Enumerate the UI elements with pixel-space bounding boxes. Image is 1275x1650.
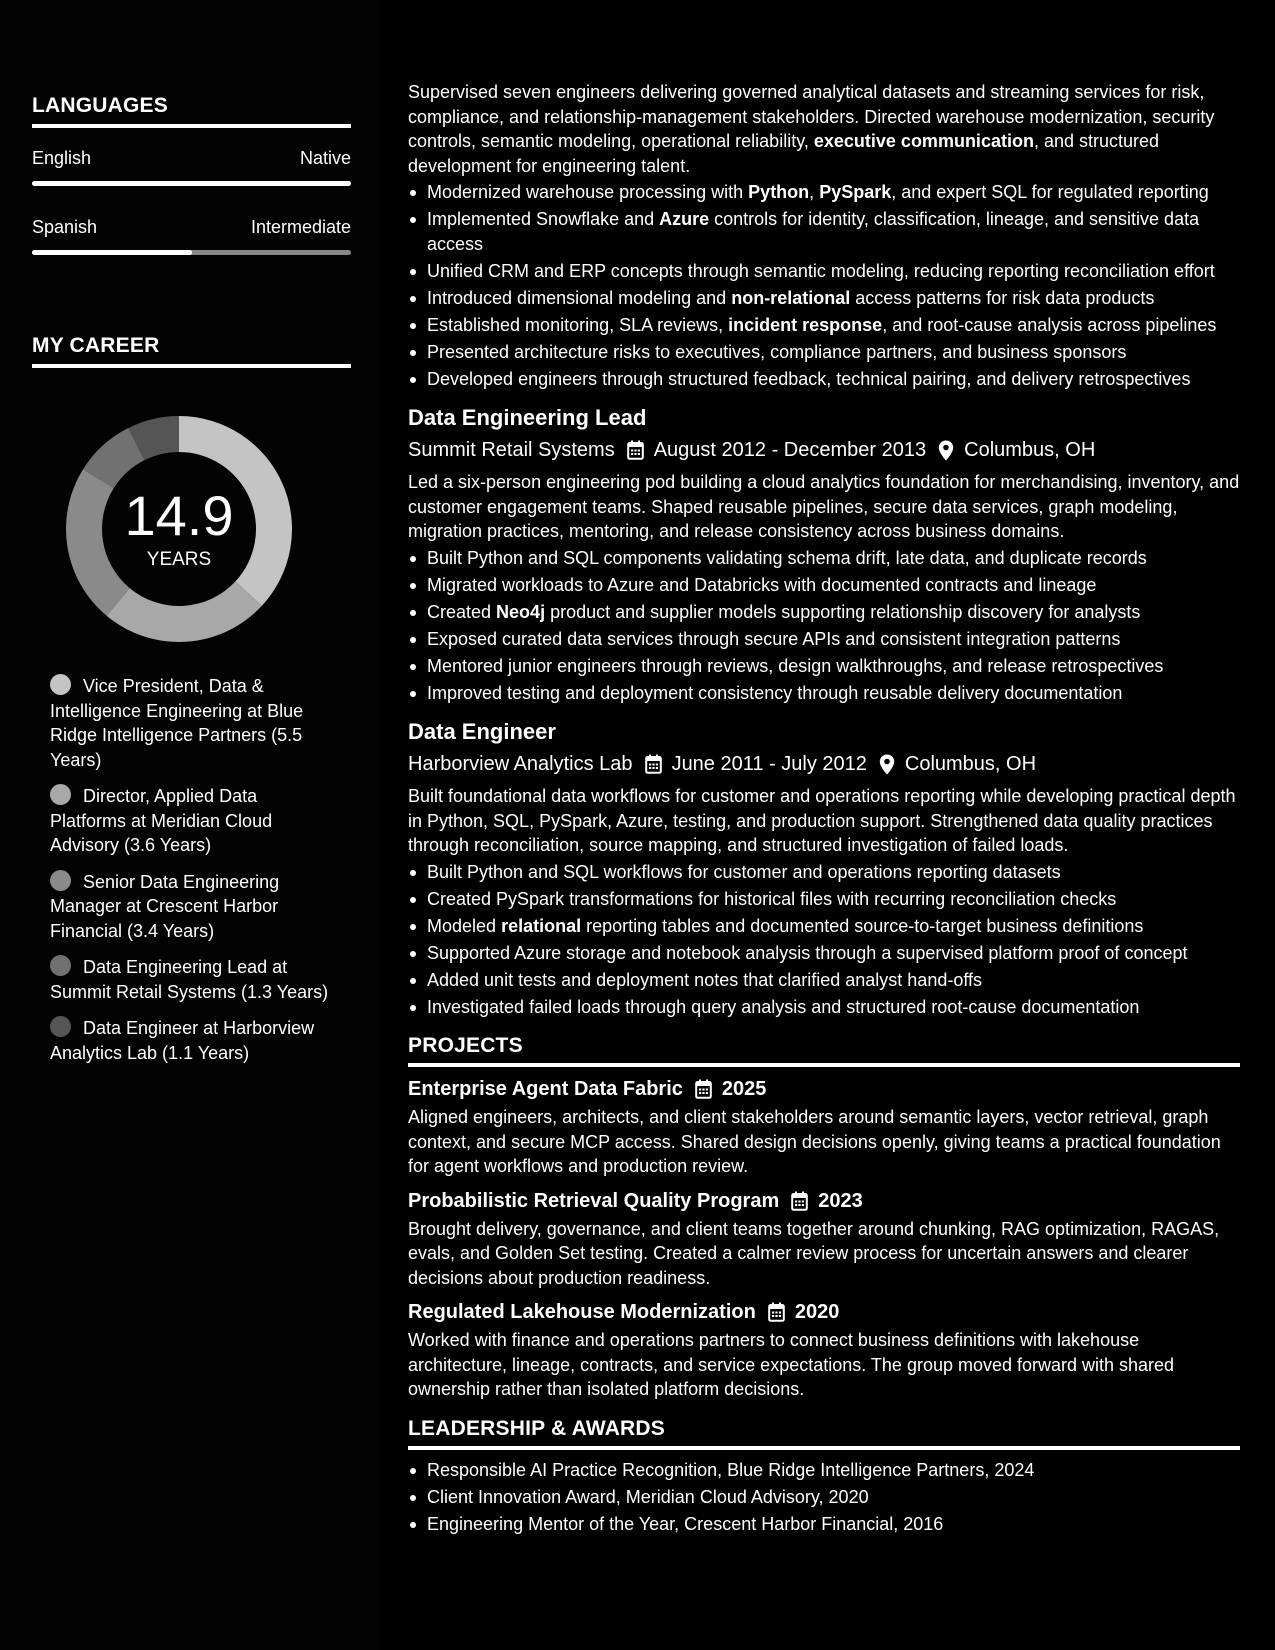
legend-dot [50,955,71,976]
text-segment: Supported Azure storage and notebook analysis through a supervised platform proof of concept [427,942,1188,963]
career-legend-label: Data Engineering Lead at Summit Retail Systems (1.3 Years) [50,957,329,1002]
language-level: Native [299,148,351,168]
language-level: Intermediate [250,217,351,237]
project-header [408,1300,1240,1324]
bullet-item [408,546,1240,571]
project-description: Worked with finance and operations partners to connect business definitions with lakehouse architecture, lineage, contracts, and service expectations. The group moved forward with shared ownership rather than isolated platform decisions. [408,1330,1175,1399]
project-title: Enterprise Agent Data Fabric [408,1078,683,1100]
donut-slice [107,581,262,642]
languages-list [32,147,351,285]
text-segment: Migrated workloads to Azure and Databricks with documented contracts and lineage [427,574,1097,595]
career-legend-label: Data Engineer at Harborview Analytics Lab (1.1 Years) [50,1018,315,1063]
languages-section [32,94,351,285]
career-legend-label: Senior Data Engineering Manager at Crescent Harbor Financial (3.4 Years) [50,871,280,941]
bold-text: Azure [659,209,710,229]
bullet-item [408,600,1240,625]
text-segment: , and expert SQL for regulated reporting [891,182,1209,202]
bullet-item [408,654,1240,679]
legend-dot [50,870,71,891]
bullet-item [408,914,1240,939]
text-segment: , [809,182,820,202]
career-legend-label: Vice President, Data & Intelligence Engineering at Blue Ridge Intelligence Partners (5.5 Years) [50,676,304,770]
career-legend-item [50,784,330,858]
text-segment: , and structured development for engineering talent. [408,131,1160,176]
project-header [408,1077,1240,1101]
text-segment: Mentored junior engineers through reviews, design walkthroughs, and release retrospectives [427,655,1164,676]
job-dates: June 2011 - July 2012 [671,753,867,775]
bullet-item [408,968,1240,993]
bold-text: executive communication [813,131,1034,151]
project-entry [408,1189,1240,1291]
bullet-item [408,573,1240,598]
award-item: Engineering Mentor of the Year, Crescent Harbor Financial, 2016 [408,1512,1240,1537]
bullet-item [408,259,1240,284]
text-segment: Built Python and SQL workflows for customer and operations reporting datasets [427,861,1061,882]
job-entry [408,405,1240,705]
map-pin-icon [879,754,895,775]
bullet-item [408,286,1240,311]
career-total-years: 14.9 [124,484,234,547]
calendar-icon [627,440,644,460]
text-segment: Modeled [427,915,502,936]
main-content [380,0,1275,1650]
intro-summary [408,80,1240,178]
text-segment: Exposed curated data services through secure APIs and consistent integration patterns [427,628,1121,649]
language-name: English [32,148,92,168]
bold-text: non-relational [731,287,851,308]
language-proficiency-bar [32,181,351,186]
job-summary: Led a six-person engineering pod building a cloud analytics foundation for merchandising, inventory, and customer engagement teams. Shaped reusable pipelines, secure data services, graph modeling, migration practices, mentoring, and release consistency across business domains. [408,472,1240,541]
text-segment: Modernized warehouse processing with [427,182,749,202]
text-segment: Improved testing and deployment consistency through reusable delivery documentation [427,682,1123,703]
text-segment: Introduced dimensional modeling and [427,287,732,308]
career-legend-item [50,1016,330,1065]
text-segment: Supervised seven engineers delivering governed analytical datasets and streaming services for risk, compliance, and relationship-management stakeholders. Directed warehouse modernization, security controls, semantic modeling, operational reliability, [408,82,1215,151]
job-company: Harborview Analytics Lab [408,753,633,775]
awards-list [408,1458,1240,1537]
bold-text: incident response [728,314,883,335]
project-year: 2025 [721,1078,767,1100]
text-segment: Presented architecture risks to executives, compliance partners, and business sponsors [427,341,1127,362]
career-section [32,334,351,368]
bullet-item [408,207,1240,256]
text-segment: Implemented Snowflake and [427,209,660,229]
job-meta [408,752,1240,776]
job-bullets [408,546,1240,706]
text-segment: Created PySpark transformations for historical files with recurring reconciliation checks [427,888,1117,909]
project-year: 2023 [818,1189,863,1212]
project-entry [408,1077,1240,1179]
text-segment: controls for identity, classification, lineage, and sensitive data access [427,209,1200,254]
text-segment: reporting tables and documented source-to-target business definitions [581,915,1144,936]
career-legend [50,674,330,1077]
bullet-item [408,180,1240,205]
job-title: Data Engineer [408,719,556,744]
award-item: Client Innovation Award, Meridian Cloud Advisory, 2020 [408,1485,1240,1510]
job-location: Columbus, OH [904,753,1037,775]
text-segment: Added unit tests and deployment notes that clarified analyst hand-offs [427,969,983,990]
bullet-item [408,627,1240,652]
career-donut-chart [64,414,294,644]
map-pin-icon [938,440,954,461]
projects-list [408,1077,1240,1402]
language-name: Spanish [32,217,98,237]
language-row [32,147,351,216]
job-meta [408,438,1240,462]
career-legend-item [50,674,330,772]
career-total-label: YEARS [146,549,212,570]
job-location: Columbus, OH [964,439,1096,461]
text-segment: Investigated failed loads through query analysis and structured root-cause documentation [427,996,1140,1017]
languages-title: LANGUAGES [32,94,351,128]
text-segment: Created [427,601,497,622]
calendar-icon [791,1191,808,1211]
text-segment: Built Python and SQL components validating schema drift, late data, and duplicate records [427,547,1147,568]
jobs-list [408,405,1240,1019]
language-proficiency-bar [32,250,351,255]
projects-title: PROJECTS [408,1033,1240,1067]
calendar-icon [645,754,662,774]
bold-text: PySpark [819,182,892,202]
career-legend-label: Director, Applied Data Platforms at Meridian Cloud Advisory (3.6 Years) [50,786,273,855]
bullet-item [408,995,1240,1020]
legend-dot [50,1016,71,1037]
calendar-icon [768,1302,785,1322]
bold-text: Python [748,182,810,202]
project-year: 2020 [794,1301,840,1323]
project-entry [408,1300,1240,1402]
text-segment: product and supplier models supporting relationship discovery for analysts [545,601,1141,622]
text-segment: , and root-cause analysis across pipelines [882,314,1217,335]
career-title: MY CAREER [32,334,351,368]
job-title: Data Engineering Lead [408,405,647,430]
language-proficiency-fill [32,250,192,255]
bullet-item [408,340,1240,365]
project-description: Aligned engineers, architects, and client stakeholders around semantic layers, vector retrieval, graph context, and secure MCP access. Shared design decisions openly, giving teams a practical foundation for agent workflows and production review. [408,1107,1221,1176]
legend-dot [50,674,71,695]
project-title: Regulated Lakehouse Modernization [408,1301,756,1323]
job-dates: August 2012 - December 2013 [653,439,927,461]
bullet-item [408,681,1240,706]
job-company: Summit Retail Systems [408,439,615,461]
award-item: Responsible AI Practice Recognition, Blue Ridge Intelligence Partners, 2024 [408,1458,1240,1483]
intro-bullets [408,180,1240,391]
legend-dot [50,784,71,805]
awards-title: LEADERSHIP & AWARDS [408,1416,1240,1450]
job-bullets [408,860,1240,1020]
bullet-item [408,313,1240,338]
text-segment: access patterns for risk data products [850,287,1155,308]
sidebar [0,0,380,1650]
project-title: Probabilistic Retrieval Quality Program [408,1189,780,1212]
bullet-item [408,860,1240,885]
career-legend-item [50,870,330,944]
bold-text: relational [501,915,582,936]
bullet-item [408,367,1240,392]
career-legend-item [50,955,330,1004]
job-summary: Built foundational data workflows for customer and operations reporting while developing practical depth in Python, SQL, PySpark, Azure, testing, and production support. Strengthened data quality practices through reconciliation, source mapping, and structured investigation of failed loads. [408,786,1236,855]
language-row [32,216,351,285]
content-column [408,80,1240,1539]
job-entry [408,719,1240,1019]
bold-text: Neo4j [496,601,546,622]
project-header [408,1189,1240,1213]
calendar-icon [695,1079,712,1099]
project-description: Brought delivery, governance, and client teams together around chunking, RAG optimization, RAGAS, evals, and Golden Set testing. Created a calmer review process for uncertain answers and clearer decisions about production readiness. [408,1218,1220,1288]
bullet-item [408,887,1240,912]
language-proficiency-fill [32,181,351,186]
text-segment: Established monitoring, SLA reviews, [427,314,729,335]
bullet-item [408,941,1240,966]
text-segment: Unified CRM and ERP concepts through semantic modeling, reducing reporting reconciliation effort [427,260,1215,281]
text-segment: Developed engineers through structured feedback, technical pairing, and delivery retrospectives [427,368,1191,389]
